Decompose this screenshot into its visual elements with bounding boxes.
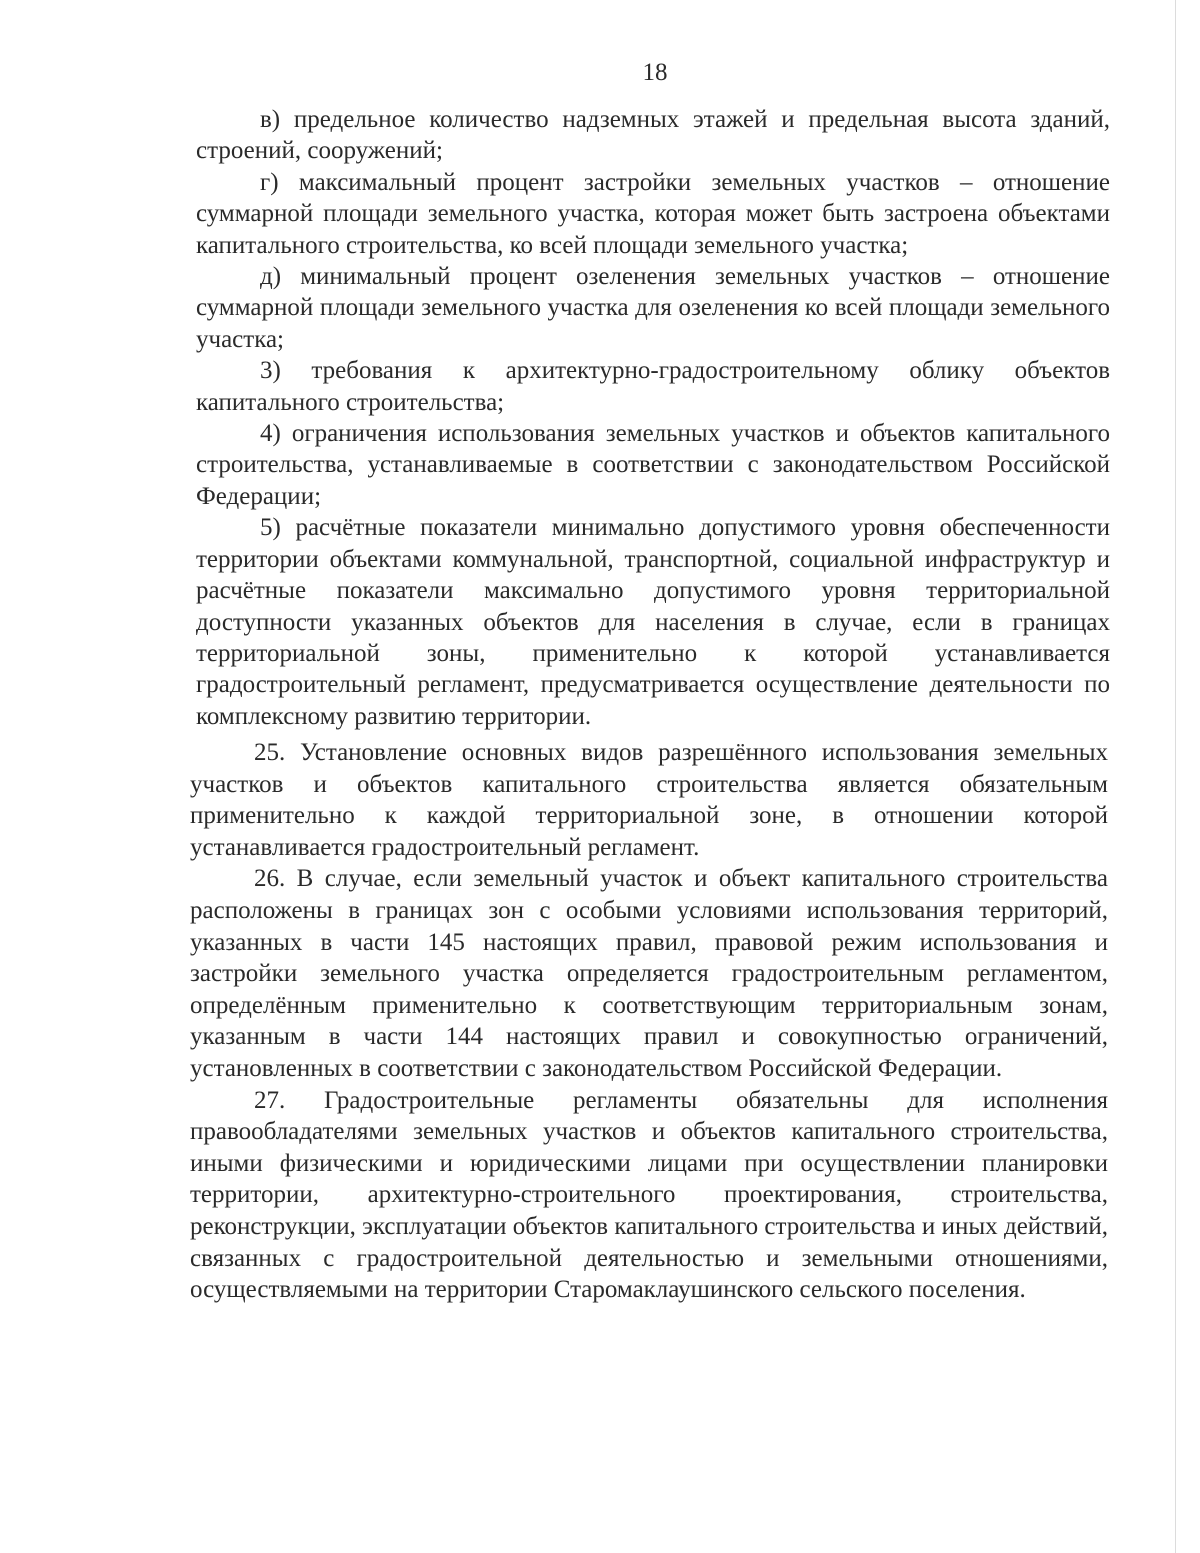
paragraph-item-g: г) максимальный процент застройки земельных участков – отношение суммарной площади земельного участка, которая может быть застроена объектами капитального строительства, ко всей площади земельного участка; (196, 168, 1110, 259)
paragraph-article-26: 26. В случае, если земельный участок и объект капитального строительства расположены в границах зон с особыми условиями использования территорий, указанных в части 145 настоящих правил, правовой режим использования и застройки земельного участка определяется градостроительным регламентом, определённым применительно к соответствующим территориальным зонам, указанным в части 144 настоящих правил и совокупностью ограничений, установленных в соответствии с законодательством Российской Федерации. (190, 865, 1108, 1082)
scan-edge-line (1175, 0, 1176, 1553)
paragraph-item-d: д) минимальный процент озеленения земельных участков – отношение суммарной площади земельного участка для озеленения ко всей площади земельного участка; (196, 263, 1110, 353)
paragraph-item-5: 5) расчётные показатели минимально допустимого уровня обеспеченности территории объектами коммунальной, транспортной, социальной инфраструктур и расчётные показатели максимально допустимого уровня территориальной доступности указанных объектов для населения в случае, если в границах территориальной зоны, применительно к которой устанавливается градостроительный регламент, предусматривается осуществление деятельности по комплексному развитию территории. (196, 514, 1110, 730)
text-block-subitems (196, 104, 1110, 732)
page-number: 18 (642, 59, 668, 86)
paragraph-item-4: 4) ограничения использования земельных участков и объектов капитального строительства, устанавливаемые в соответствии с законодательством Российской Федерации; (196, 420, 1110, 510)
paragraph-item-3: 3) требования к архитектурно-градостроительному облику объектов капитального строительства; (196, 357, 1110, 416)
paragraph-article-25: 25. Установление основных видов разрешённого использования земельных участков и объектов капитального строительства является обязательным применительно к каждой территориальной зоне, в отношении которой устанавливается градостроительный регламент. (190, 739, 1108, 861)
paragraph-item-v: в) предельное количество надземных этажей и предельная высота зданий, строений, сооружений; (196, 106, 1110, 165)
text-block-articles (190, 737, 1108, 1306)
paragraph-article-27: 27. Градостроительные регламенты обязательны для исполнения правообладателями земельных участков и объектов капитального строительства, иными физическими и юридическими лицами при осуществлении планировки территории, архитектурно-строительного проектирования, строительства, реконструкции, эксплуатации объектов капитального строительства и иных действий, связанных с градостроительной деятельностью и земельными отношениями, осуществляемыми на территории Старомаклаушинского сельского поселения. (190, 1086, 1108, 1304)
